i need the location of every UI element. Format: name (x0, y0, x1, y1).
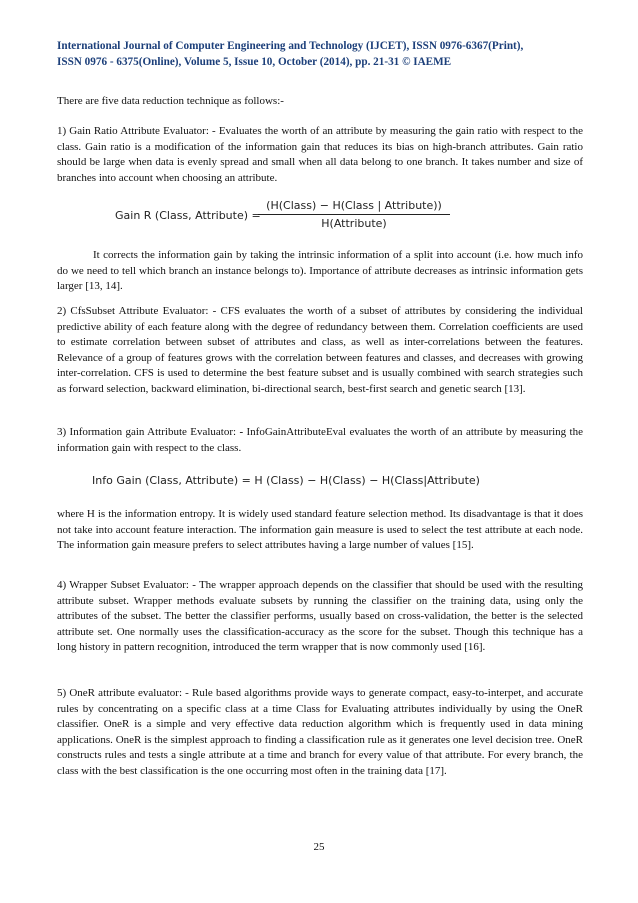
information-gain-dash: - (236, 426, 247, 438)
gain-ratio-formula-numerator: (H(Class) − H(Class | Attribute)) (258, 199, 450, 215)
information-gain-rest: InfoGainAttributeEval evaluates the worth of an attribute by measuring the information gain with respect to the class. (57, 426, 583, 454)
page-number: 25 (313, 841, 325, 853)
gain-ratio-formula-lhs: Gain R (Class, Attribute) = (115, 209, 261, 222)
info-gain-formula: Info Gain (Class, Attribute) = H (Class) − H(Class) − H(Class|Attribute) (92, 474, 480, 487)
section-wrapper-subset: 4) Wrapper Subset Evaluator: - The wrapper approach depends on the classifier that should be used with the resulting attribute subset. Wrapper methods evaluate subsets by running the classifier on the training data, using only the attributes of the subset. The better the classifier performs, usually based on cross-validation, the better is the selected attribute set. One normally uses the classification-accuracy as the score for the subset. Though this technique has a long history in pattern recognition, introduced the term wrapper that is now commonly used [16]. (57, 579, 583, 654)
section-information-gain (57, 425, 583, 456)
intro-paragraph: There are five data reduction technique as follows:- (57, 95, 284, 107)
journal-header-line-2: ISSN 0976 - 6375(Online), Volume 5, Issue 10, October (2014), pp. 21-31 © IAEME (57, 56, 452, 68)
information-gain-lead: 3) Information gain Attribute Evaluator: (57, 426, 237, 438)
section-information-gain-followup: where H is the information entropy. It is widely used standard feature selection method. Its disadvantage is that it does not take into account feature interaction. The information gain measure is used to select the test attribute at each node. The information gain measure prefers to select attributes having a large number of values [15]. (57, 508, 583, 552)
gain-ratio-formula-denominator: H(Attribute) (321, 217, 387, 230)
journal-header-line-1: International Journal of Computer Engineering and Technology (IJCET), ISSN 0976-6367(Print), (57, 40, 524, 52)
section-gain-ratio: 1) Gain Ratio Attribute Evaluator: - Evaluates the worth of an attribute by measuring the gain ratio with respect to the class. Gain ratio is a modification of the information gain that reduces its bias on high-branch attributes. Gain ratio should be large when data is evenly spread and small when all data belong to one branch. It takes number and size of branches into account when choosing an attribute. (57, 125, 583, 184)
gain-ratio-formula-fraction (258, 199, 450, 230)
section-oner: 5) OneR attribute evaluator: - Rule based algorithms provide ways to generate compact, easy-to-interpet, and accurate rules by concentrating on a specific class at a time Class for Evaluating attributes individually by using the OneR classifier. OneR is a simple and very effective data reduction algorithm which is frequently used in data mining applications. OneR is the simplest approach to finding a classification rule as it generates one level decision tree. OneR constructs rules and tests a single attribute at a time and branch for every value of that attribute. For every branch, the class with the best classification is the one occurring most often in the training data [17]. (57, 687, 583, 777)
section-cfs-subset: 2) CfsSubset Attribute Evaluator: - CFS evaluates the worth of a subset of attributes by considering the individual predictive ability of each feature along with the degree of redundancy between them. Correlation coefficients are used to estimate correlation between subset of attributes and class, as well as inter-correlations between the features. Relevance of a group of features grows with the correlation between features and classes, and decreases with growing inter-correlation. CFS is used to determine the best feature subset and is usually combined with search strategies such as forward selection, backward elimination, bi-directional search, best-first search and genetic search [13]. (57, 305, 583, 395)
section-gain-ratio-followup: It corrects the information gain by taking the intrinsic information of a split into account (i.e. how much info do we need to tell which branch an instance belongs to). Importance of attribute decreases as intrinsic information gets larger [13, 14]. (57, 249, 583, 293)
journal-header (57, 38, 583, 70)
